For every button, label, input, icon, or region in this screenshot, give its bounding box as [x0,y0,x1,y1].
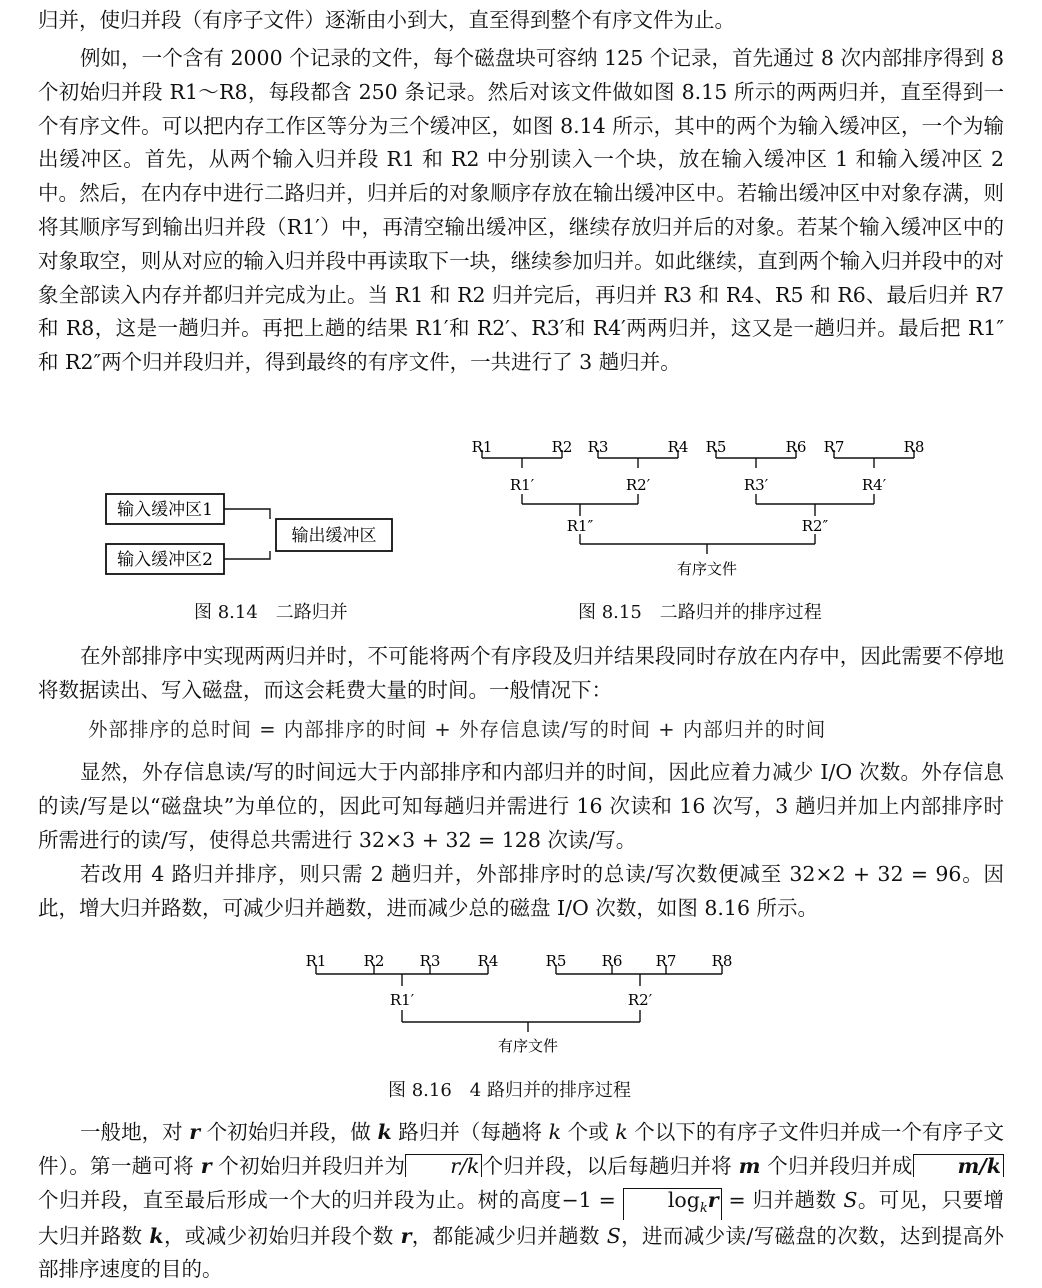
text-run: = 归并趟数 [721,1187,844,1212]
leaf-label: R5 [705,438,727,456]
log-function: log [667,1187,700,1212]
leaf-label: R1 [471,438,493,456]
leaf-label: R3 [419,952,441,970]
ceiling-expression [405,1154,482,1177]
text-run: ，或减少初始归并段个数 [163,1223,401,1248]
text-run: 个归并段，以后每趟归并将 [482,1153,739,1178]
leaf-label: R4 [477,952,499,970]
time-formula: 外部排序的总时间 = 内部排序的时间 + 外存信息读/写的时间 + 内部归并的时间 [88,718,827,741]
input-buffer-1-label: 输入缓冲区1 [117,500,213,520]
paragraph-io-count: 显然，外存信息读/写的时间远大于内部排序和内部归并的时间，因此应着力减少 I/O 次数。外存信息的读/写是以“磁盘块”为单位的，因此可知每趟归并需进行 16 次读和 16 次写，3 趟归并加上内部排序时所需进行的读/写，使得总共需进行 32×3 + 32 = 128 次读/写。 [38,760,1004,852]
figure-8-15 [462,436,942,582]
connector-line [224,551,270,559]
variable-m: m [738,1153,761,1178]
leaf-label: R6 [601,952,623,970]
level2-label: R1″ [566,517,594,535]
text-run: ，都能减少归并趟数 [411,1223,607,1248]
figure-8-16-caption: 图 8.16 4 路归并的排序过程 [388,1080,631,1101]
figure-8-15-caption: 图 8.15 二路归并的排序过程 [578,602,822,623]
leaf-label: R6 [785,438,807,456]
root-label: 有序文件 [497,1037,559,1055]
leaf-label: R5 [545,952,567,970]
variable-r: r [400,1223,412,1248]
figure-8-16 [296,950,740,1060]
variable-k: k [377,1120,392,1144]
text-run: 个归并段归并成 [760,1153,913,1178]
level1-label: R3′ [743,476,769,494]
leaf-label: R2 [551,438,573,456]
level1-label: R4′ [861,476,887,494]
leaf-label: R7 [823,438,845,456]
variable-s: S [843,1187,858,1212]
output-buffer-label: 输出缓冲区 [291,526,377,546]
level1-label: R1′ [389,991,415,1009]
connector-line [224,509,270,519]
text-run: 路归并（每趟将 [391,1120,549,1144]
level2-label: R2″ [801,517,829,535]
level1-label: R2′ [625,476,651,494]
log-base: k [699,1200,708,1216]
text-run: 个初始归并段，做 [200,1120,378,1144]
text-run: 个或 [561,1120,616,1144]
ceiling-content: m/k [957,1153,1001,1178]
text-run: 一般地，对 [80,1120,190,1144]
text-run: 个以下的有序子文件归并成一个有序子文件）。第一趟可将 [38,1120,1004,1178]
figure-8-14 [100,486,400,582]
variable-k: k [149,1223,164,1248]
variable-r: r [189,1120,201,1144]
text-run: 个归并段，直至最后形成一个大的归并段为止。树的高度−1 = [38,1187,623,1212]
ceiling-expression [913,1154,1004,1177]
leaf-label: R1 [305,952,327,970]
variable-k: k [615,1120,628,1144]
log-argument: r [707,1187,719,1212]
level1-label: R1′ [509,476,535,494]
merge-tree-lines [316,965,722,1032]
ceiling-content: r/k [450,1153,480,1178]
paragraph-io-cost: 在外部排序中实现两两归并时，不可能将两个有序段及归并结果段同时存放在内存中，因此需要不停地将数据读出、写入磁盘，而这会耗费大量的时间。一般情况下： [38,644,1004,702]
text-run: ，进而减少读/写磁盘的次数，达到提高外部排序速度的目的。 [38,1223,1004,1282]
root-label: 有序文件 [676,560,738,578]
leaf-label: R8 [711,952,733,970]
paragraph-general [38,1116,1004,1287]
leaf-label: R2 [363,952,385,970]
variable-r: r [200,1153,212,1178]
leaf-label: R7 [655,952,677,970]
leaf-label: R8 [903,438,925,456]
leaf-label: R3 [587,438,609,456]
text-run: 。可见，只要增大归并路数 [38,1187,1004,1248]
ceiling-expression [623,1188,722,1220]
figure-8-14-caption: 图 8.14 二路归并 [194,602,348,623]
paragraph-4-way: 若改用 4 路归并排序，则只需 2 趟归并，外部排序时的总读/写次数便减至 32×2 + 32 = 96。因此，增大归并路数，可减少归并趟数，进而减少总的磁盘 I/O 次数，如图 8.16 所示。 [38,862,1004,920]
paragraph-example: 例如，一个含有 2000 个记录的文件，每个磁盘块可容纳 125 个记录，首先通过 8 次内部排序得到 8 个初始归并段 R1～R8，每段都含 250 条记录。然后对该文件做如图 8.15 所示的两两归并，直至得到一个有序文件。可以把内存工作区等分为三个缓冲区，如图 8.14 所示，其中的两个为输入缓冲区，一个为输出缓冲区。首先，从两个输入归并段 R1 和 R2 中分别读入一个块，放在输入缓冲区 1 和输入缓冲区 2 中。然后，在内存中进行二路归并，归并后的对象顺序存放在输出缓冲区中。若输出缓冲区中对象存满，则将其顺序写到输出归并段（R1′）中，再清空输出缓冲区，继续存放归并后的对象。若某个输入缓冲区中的对象取空，则从对应的输入归并段中再读取下一块，继续参加归并。如此继续，直到两个输入归并段中的对象全部读入内存并都归并完成为止。当 R1 和 R2 归并完后，再归并 R3 和 R4、R5 和 R6、最后归并 R7 和 R8，这是一趟归并。再把上趟的结果 R1′和 R2′、R3′和 R4′两两归并，这又是一趟归并。最后把 R1″和 R2″两个归并段归并，得到最终的有序文件，一共进行了 3 趟归并。 [38,46,1004,375]
variable-k: k [548,1120,562,1144]
merge-tree-lines [482,450,914,554]
paragraph-continued: 归并，使归并段（有序子文件）逐渐由小到大，直至得到整个有序文件为止。 [38,8,735,32]
leaf-label: R4 [667,438,689,456]
variable-s: S [606,1223,621,1248]
input-buffer-2-label: 输入缓冲区2 [117,550,213,570]
text-run: 个初始归并段归并为 [211,1153,406,1178]
level1-label: R2′ [627,991,653,1009]
